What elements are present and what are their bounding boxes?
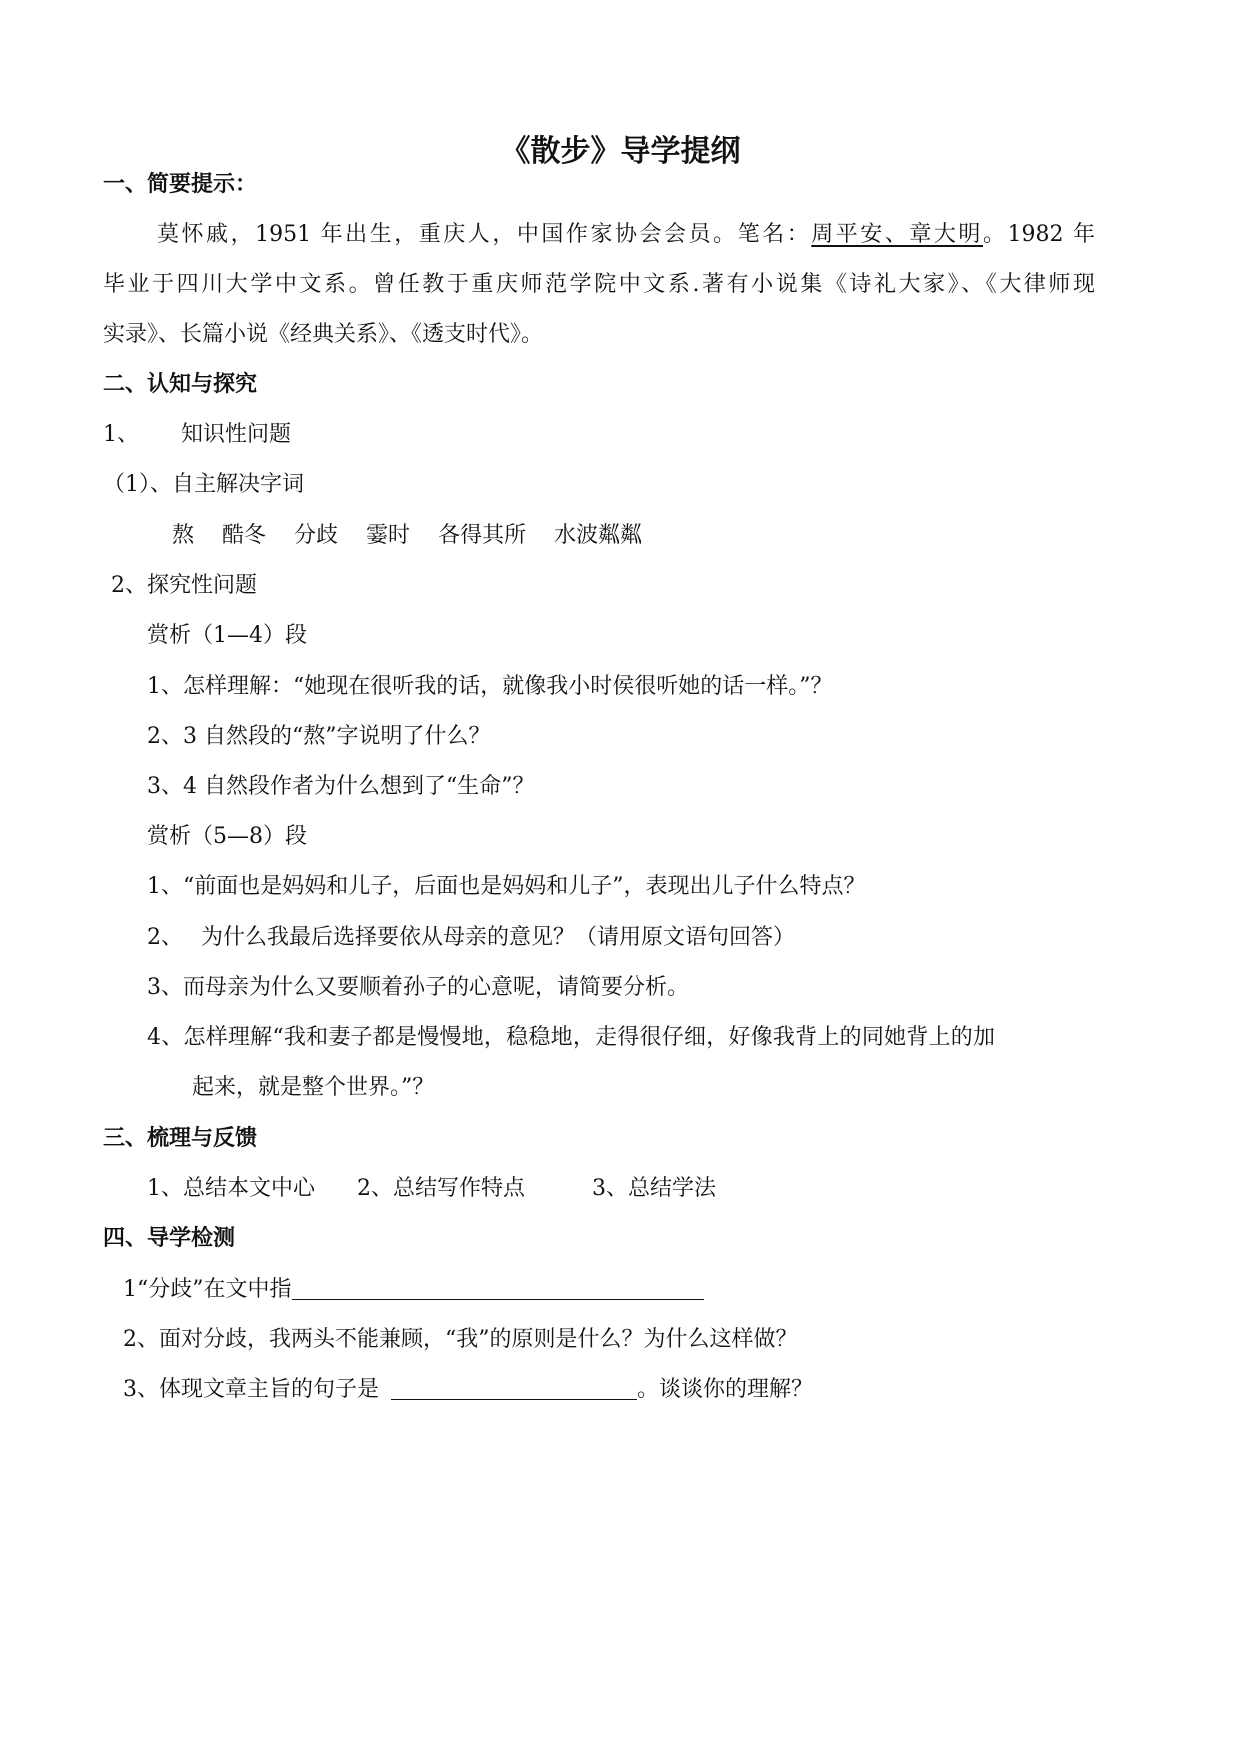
intro-paragraph-line-2: 毕业于四川大学中文系。曾任教于重庆师范学院中文系.著有小说集《诗礼大家》、《大律师现 bbox=[103, 272, 1095, 297]
summary-task: 3、总结学法 bbox=[592, 1176, 716, 1201]
vocabulary-word: 酷冬 bbox=[222, 523, 267, 548]
page-title: 《散步》导学提纲 bbox=[500, 134, 741, 169]
section-2-heading: 二、认知与探究 bbox=[103, 372, 258, 397]
analysis-part-2-question-continued: 起来，就是整个世界。”？ bbox=[192, 1075, 435, 1100]
intro-text-after: 。1982 年 bbox=[982, 222, 1095, 247]
exploratory-question-label: 2、探究性问题 bbox=[111, 573, 257, 598]
vocabulary-task: （1）、自主解决字词 bbox=[103, 472, 304, 497]
vocabulary-word: 霎时 bbox=[366, 523, 411, 548]
question-number: 2、 bbox=[147, 925, 183, 950]
analysis-part-1-question: 1、怎样理解：“她现在很听我的话，就像我小时侯很听她的话一样。”？ bbox=[147, 674, 833, 699]
analysis-part-2-question: 4、怎样理解“我和妻子都是慢慢地，稳稳地，走得很仔细，好像我背上的同她背上的加 bbox=[147, 1025, 995, 1050]
analysis-part-2-heading: 赏析（5—8）段 bbox=[147, 824, 307, 849]
question-text: 为什么我最后选择要依从母亲的意见？（请用原文语句回答） bbox=[201, 925, 796, 950]
section-1-heading: 一、简要提示： bbox=[103, 172, 258, 197]
analysis-part-1-question: 2、3 自然段的“熬”字说明了什么？ bbox=[147, 724, 491, 749]
test-question-3 bbox=[123, 1375, 813, 1405]
test-question-3-text-before: 3、体现文章主旨的句子是 bbox=[123, 1377, 379, 1402]
analysis-part-1-question: 3、4 自然段作者为什么想到了“生命”？ bbox=[147, 774, 535, 799]
pen-names-underlined: 周平安、章大明 bbox=[811, 222, 983, 247]
vocabulary-word: 水波粼粼 bbox=[554, 523, 643, 548]
vocabulary-word: 熬 bbox=[172, 523, 195, 548]
vocabulary-word: 分歧 bbox=[294, 523, 339, 548]
intro-paragraph-line-1 bbox=[103, 220, 1095, 250]
summary-task: 1、总结本文中心 bbox=[147, 1176, 315, 1201]
analysis-part-1-heading: 赏析（1—4）段 bbox=[147, 623, 307, 648]
knowledge-question-number: 1、 bbox=[103, 422, 139, 447]
test-question-3-text-after: 。谈谈你的理解？ bbox=[637, 1377, 814, 1402]
section-3-heading: 三、梳理与反馈 bbox=[103, 1126, 258, 1151]
test-question-2: 2、面对分歧，我两头不能兼顾，“我”的原则是什么？为什么这样做？ bbox=[123, 1327, 798, 1352]
knowledge-question-line bbox=[103, 420, 291, 450]
knowledge-question-label: 知识性问题 bbox=[181, 422, 292, 447]
analysis-part-2-question: 1、“前面也是妈妈和儿子，后面也是妈妈和儿子”，表现出儿子什么特点？ bbox=[147, 874, 866, 899]
section-4-heading: 四、导学检测 bbox=[103, 1226, 236, 1251]
answer-blank[interactable] bbox=[391, 1375, 637, 1400]
vocabulary-list bbox=[172, 521, 642, 551]
test-question-1 bbox=[123, 1275, 704, 1305]
vocabulary-word: 各得其所 bbox=[438, 523, 527, 548]
intro-paragraph-line-3: 实录》、长篇小说《经典关系》、《透支时代》。 bbox=[103, 322, 544, 347]
intro-text-before: 莫怀戚，1951 年出生，重庆人，中国作家协会会员。笔名： bbox=[157, 222, 812, 247]
answer-blank[interactable] bbox=[292, 1275, 704, 1300]
test-question-1-text: 1“分歧”在文中指 bbox=[123, 1277, 292, 1302]
analysis-part-2-question: 3、而母亲为什么又要顺着孙子的心意呢，请简要分析。 bbox=[147, 975, 689, 1000]
summary-task: 2、总结写作特点 bbox=[357, 1176, 525, 1201]
analysis-part-2-question bbox=[147, 923, 795, 953]
